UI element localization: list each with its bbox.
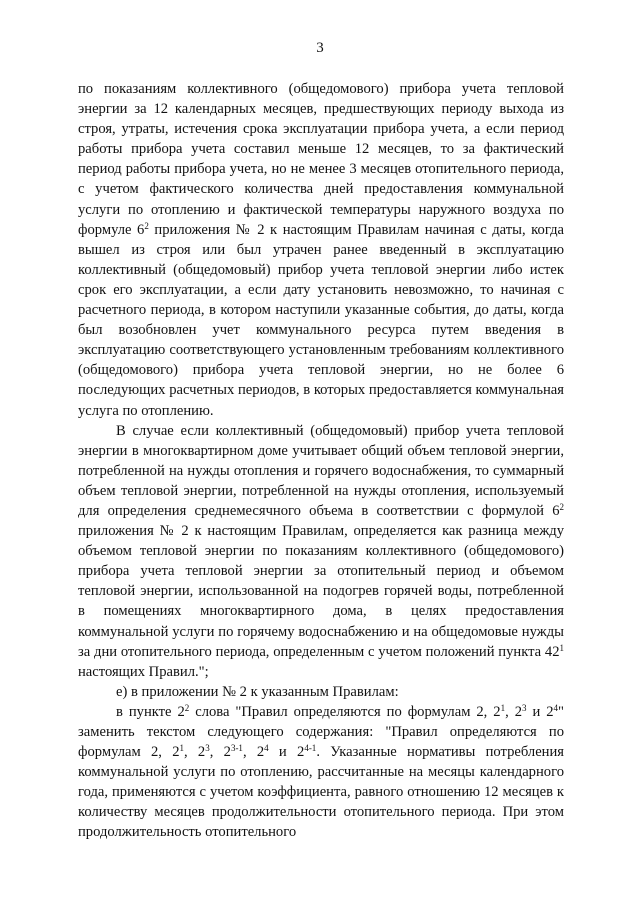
text-run: по показаниям коллективного (общедомового) прибора учета тепловой энергии за 12 календарных месяцев, предшествующих периоду выхода из строя, утраты, истечения срока эксплуатации прибора учета, а если период работы прибора учета составил меньше 12 месяцев, то за фактический период работы прибора учета, но не менее 3 месяцев отопительного периода, с учетом фактического количества дней предоставления коммунальной услуги по отоплению и фактической температуры наружного воздуха по формуле 6 [78,81,564,238]
text-run: в пункте 2 [116,703,185,720]
superscript: 2 [184,702,190,713]
paragraph [78,702,564,843]
text-run: , 2 [505,703,522,720]
text-run: е) в приложении № 2 к указанным Правилам: [116,683,399,700]
text-run: , 2 [242,744,265,761]
text-run: В случае если коллективный (общедомовый) прибор учета тепловой энергии в многоквартирном доме учитывает общий объем тепловой энергии, потребленной на нужды отопления и горячего водоснабжения, то суммарный объем тепловой энергии, потребленной на нужды отопления, используемый для определения среднемесячного объема в соответствии с формулой 6 [78,422,564,519]
text-run: " заменить текстом следующего содержания: "Правил определяются по формулам 2, 2 [78,703,564,761]
superscript: 1 [559,642,564,653]
paragraph [78,682,564,702]
superscript: 4-1 [304,743,317,754]
text-run: приложения № 2 к настоящим Правилам начиная с даты, когда вышел из строя или был утрачен ранее введенный в эксплуатацию коллективный (общедомовый) прибор учета тепловой энергии либо истек срок его эксплуатации, а если дату установить невозможно, то начиная с расчетного периода, в котором наступили указанные события, до даты, когда был возобновлен учет коммунального ресурса путем введения в эксплуатацию соответствующего установленным требованиям коллективного (общедомового) прибора учета тепловой энергии, но не более 6 последующих расчетных периодов, в которых предоставляется коммунальная услуга по отоплению. [78,221,564,419]
paragraph [78,79,564,421]
text-run: , 2 [184,744,206,761]
text-run: слова "Правил определяются по формулам 2, 2 [189,703,501,720]
superscript: 4 [553,702,559,713]
superscript: 2 [559,501,564,512]
superscript: 3 [522,702,527,713]
text-run: и 2 [268,744,305,761]
page-number: 3 [316,40,324,56]
superscript: 1 [179,743,184,754]
superscript: 3-1 [230,743,243,754]
text-run: . Указанные нормативы потребления коммунальной услуги по отоплению, рассчитанные на месяцы календарного года, применяются с учетом коэффициента, равного отношению 12 месяцев к количеству месяцев продолжительности отопительного периода. При этом продолжительность отопительного [78,744,565,841]
superscript: 1 [500,702,506,713]
text-run: приложения № 2 к настоящим Правилам, определяется как разница между объемом тепловой энергии по показаниям коллективного (общедомового) прибора учета тепловой энергии за отопительный период и объемом тепловой энергии, использованной на подогрев горячей воды, потребленной в помещениях многоквартирного дома, в целях предоставления коммунальной услуги по горячему водоснабжению и на общедомовые нужды за дни отопительного периода, определенным с учетом положений пункта 42 [78,523,564,660]
text-run: настоящих Правил."; [78,663,209,680]
text-run: и 2 [526,703,554,720]
document-body [78,79,564,843]
superscript: 4 [264,743,269,754]
paragraph [78,421,564,682]
superscript: 3 [205,743,210,754]
text-run: , 2 [209,744,231,761]
superscript: 2 [144,220,149,231]
